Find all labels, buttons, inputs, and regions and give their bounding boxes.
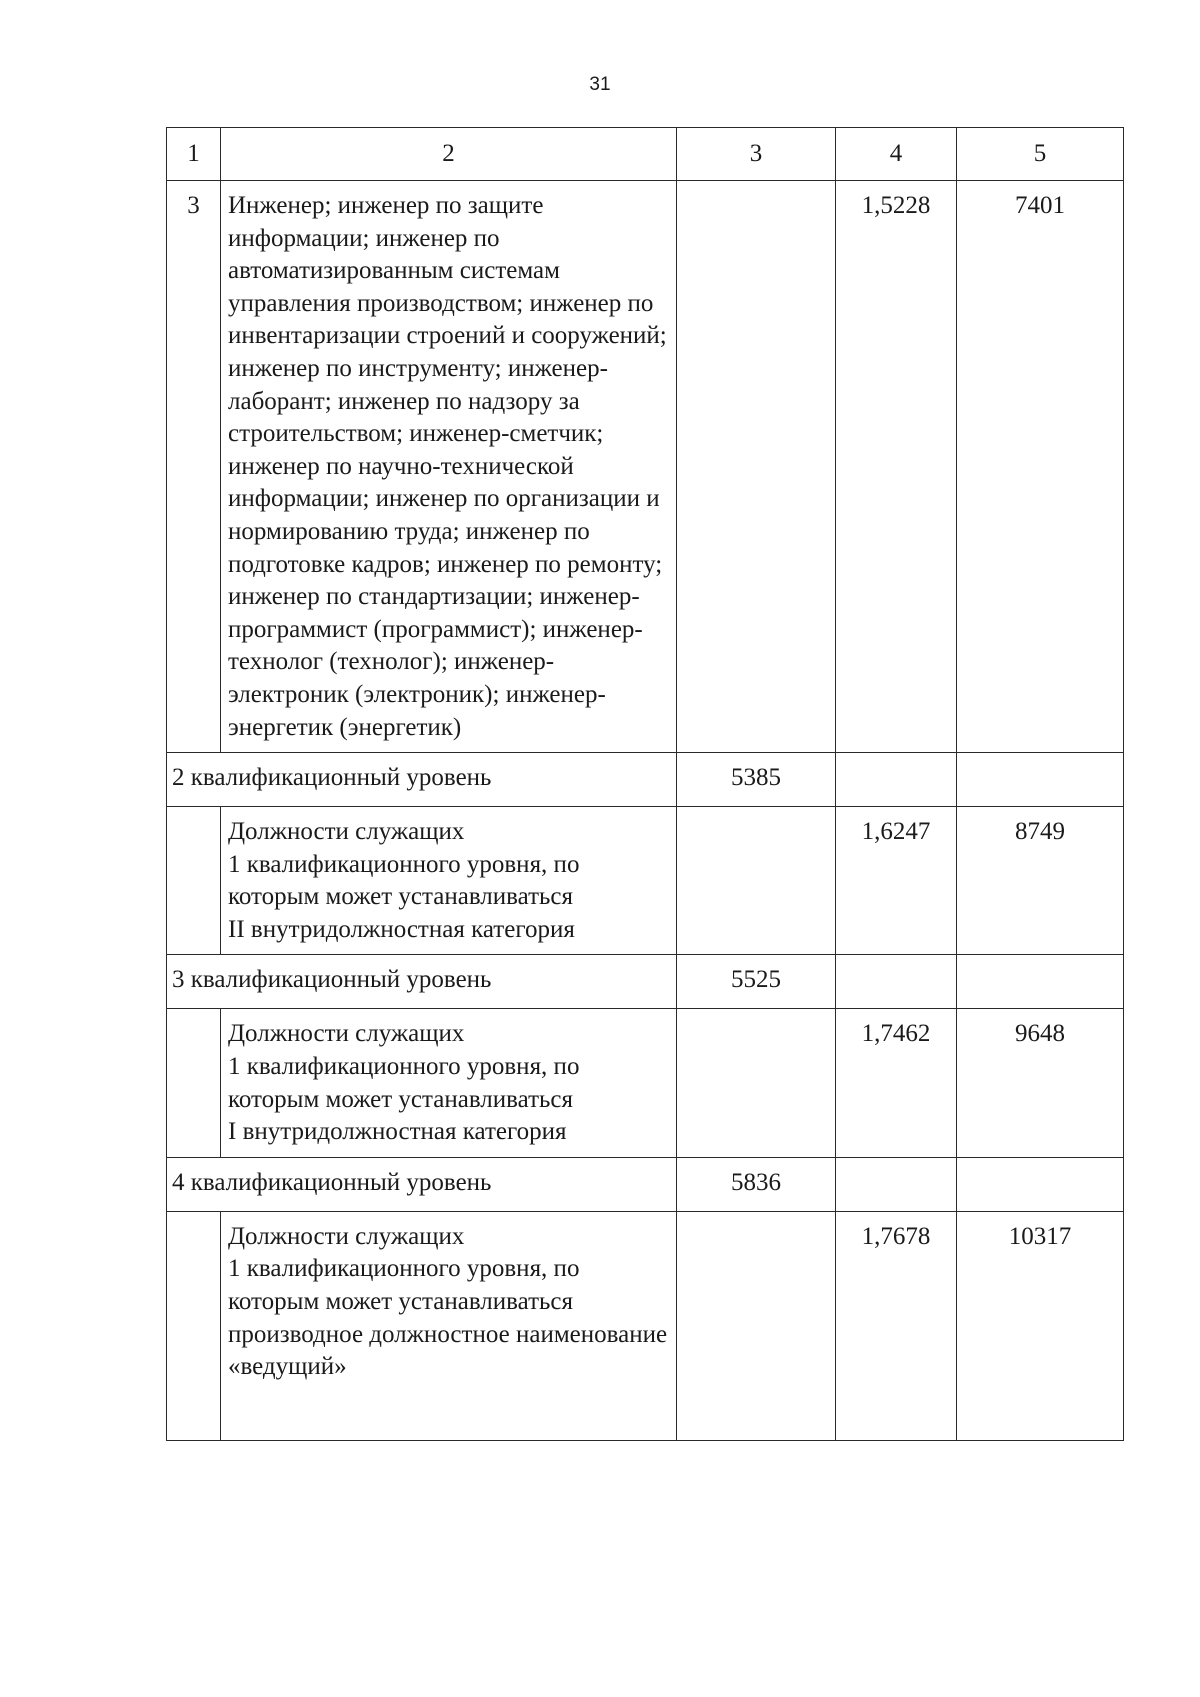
empty-cell — [957, 955, 1124, 1009]
qualification-level: 2 квалификационный уровень — [167, 753, 677, 807]
base-salary-cell — [677, 1211, 836, 1440]
coefficient-cell: 1,5228 — [836, 181, 957, 753]
coefficient-cell: 1,7678 — [836, 1211, 957, 1440]
salary-cell: 7401 — [957, 181, 1124, 753]
level-row — [167, 955, 1124, 1009]
position-description — [221, 1009, 677, 1157]
base-salary-cell — [677, 807, 836, 955]
coefficient-cell: 1,7462 — [836, 1009, 957, 1157]
coefficient-cell: 1,6247 — [836, 807, 957, 955]
row-number — [167, 1211, 221, 1440]
salary-cell: 10317 — [957, 1211, 1124, 1440]
header-cell-3: 3 — [677, 128, 836, 181]
base-salary-cell: 5385 — [677, 753, 836, 807]
header-cell-4: 4 — [836, 128, 957, 181]
salary-table — [166, 127, 1124, 1441]
row-number — [167, 807, 221, 955]
header-cell-1: 1 — [167, 128, 221, 181]
position-description — [221, 181, 677, 753]
table-row — [167, 807, 1124, 955]
row-number — [167, 1009, 221, 1157]
empty-cell — [957, 753, 1124, 807]
qualification-level: 3 квалификационный уровень — [167, 955, 677, 1009]
base-salary-cell: 5836 — [677, 1157, 836, 1211]
empty-cell — [836, 1157, 957, 1211]
header-cell-2: 2 — [221, 128, 677, 181]
base-salary-cell — [677, 1009, 836, 1157]
qualification-level: 4 квалификационный уровень — [167, 1157, 677, 1211]
level-row — [167, 1157, 1124, 1211]
table-row — [167, 181, 1124, 753]
table-row — [167, 1009, 1124, 1157]
base-salary-cell: 5525 — [677, 955, 836, 1009]
empty-cell — [836, 955, 957, 1009]
row-number: 3 — [167, 181, 221, 753]
salary-cell: 9648 — [957, 1009, 1124, 1157]
position-text: Должности служащих 1 квалификационного уровня, по которым может устанавливаться II внутридолжностная категория — [228, 818, 580, 943]
header-cell-5: 5 — [957, 128, 1124, 181]
position-text: Инженер; инженер по защите информации; инженер по автоматизированным системам управления производством; инженер по инвентаризации строений и сооружений; инженер по инструменту; инженер-лаборант; инженер по надзору за строительством; инженер-сметчик; инженер по научно-технической информации; инженер по организации и нормированию труда; инженер по подготовке кадров; инженер по ремонту; инженер по стандартизации; инженер-программист (программист); инженер-технолог (технолог); инженер-электроник (электроник); инженер-энергетик (энергетик) — [228, 192, 667, 741]
page-number: 31 — [589, 74, 611, 95]
position-description — [221, 807, 677, 955]
position-text: Должности служащих 1 квалификационного уровня, по которым может устанавливаться производное должностное наименование «ведущий» — [228, 1222, 668, 1381]
empty-cell — [957, 1157, 1124, 1211]
salary-cell: 8749 — [957, 807, 1124, 955]
table-header-row — [167, 128, 1124, 181]
empty-cell — [836, 753, 957, 807]
position-text: Должности служащих 1 квалификационного уровня, по которым может устанавливаться I внутридолжностная категория — [228, 1020, 580, 1146]
table-row — [167, 1211, 1124, 1440]
level-row — [167, 753, 1124, 807]
position-description — [221, 1211, 677, 1440]
base-salary-cell — [677, 181, 836, 753]
